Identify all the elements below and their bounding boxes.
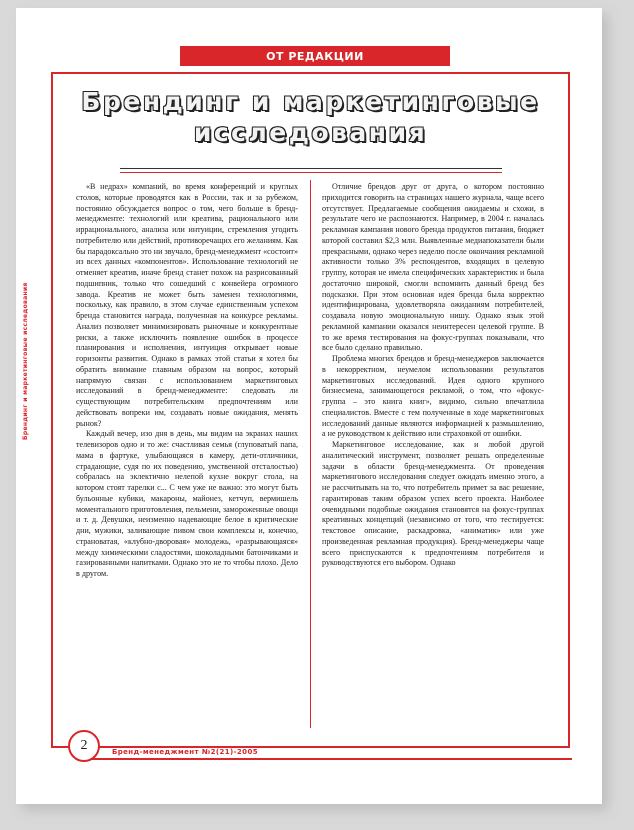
paragraph: «В недрах» компаний, во время конференций и круглых столов, которые проводятся как в России, так и за рубежом, постоянно обсуждается вопрос о том, чего больше в бренд-менеджменте: технологий или креатива, рационального или иррационального, анализа или интуиции, стремления угодить потребителю или действий, противоречащих его желаниям. Как бы парадоксально это ни звучало, бренд-менеджмент «состоит» из всех данных «компонентов». Использование технологий не отменяет креатив, иначе бренд станет похож на разрисованный подшипник, только что сошедший с конвейера огромного завода. Креатив не может быть заменен технологиями, поскольку, как правило, в этом случае единственным успехом бренда становится награда, полученная на конкурсе рекламы. Анализ позволяет минимизировать рыночные и конкурентные риски, а также исключить появление ошибок в процессе планирования и исполнения, интуиция открывает новые горизонты развития. Однако в рамках этой статьи я хотел бы обратить внимание главным образом на вопрос, который напрямую связан с использованием маркетинговых исследований в бренд-менеджменте: следовать ли существующим потребительским предпочтениям или действовать вопреки им, создавать новые ожидания, менять рынок? — [76, 182, 298, 428]
right-column — [322, 182, 544, 732]
paragraph: Маркетинговое исследование, как и любой другой аналитический инструмент, позволяет решать определенные задачи в области бренд-менеджмента. От проведения маркетингового исследования следует ожидать именно этого, а не рассчитывать на то, что потребитель примет за вас решение, гарантировав таким образом успех всего проекта. Наиболее очевидными подобные ожидания становятся на фокус-группах креативных концепций (независимо от того, что тестируется: текстовое описание, раскадровка, «аниматик» или уже произведенная рекламная продукция). Бренд-менеджеры чаще всего приспускаются к предпочтениям потребителя и руководствуются его выбором. Однако — [322, 440, 544, 568]
title-line-2: исследования — [193, 118, 428, 147]
page-number-text: 2 — [80, 738, 88, 753]
footer-rule — [92, 758, 572, 760]
title-line-1: Брендинг и маркетинговые — [81, 87, 540, 116]
column-divider — [310, 180, 311, 728]
paragraph: Проблема многих брендов и бренд-менеджеров заключается в некорректном, неумелом использовании результатов маркетинговых исследований. Идея одного крупного бизнесмена, занимающегося рекламой, о том, что «фокус-группа – это книга книг», видимо, сильно впечатлила специалистов. Вместе с тем полученные в ходе маркетинговых исследований данные являются информацией к размышлению, а не руководством к действию или страховкой от ошибки. — [322, 354, 544, 439]
article-title — [58, 86, 563, 148]
paragraph: Отличие брендов друг от друга, о котором постоянно приходится говорить на страницах нашего журнала, чаще всего отсутствует. Предлагаемые сообщения ожидаемы и схожи, в результате чего не распознаются. Например, в 2004 г. началась рекламная кампания нового бренда продуктов питания, бюджет которой составил $2,3 млн. Выявленные медиапоказатели были прекрасными, однако через неделю после окончания рекламной активности только 3% респондентов, входящих в целевую группу, которая не имела специфических характеристик и была достаточно широкой, смогли вспомнить данный бренд без подсказки. При этом основная идея бренда была корректно идентифицирована, удовлетворяла ожиданиям потребителей, создавала новую эмоциональную нишу. Однако язык этой рекламной кампании оказался неинтересен целевой группе. В то же время тестирования на фокус-группах показывали, что все было сделано правильно. — [322, 182, 544, 353]
section-label: ОТ РЕДАКЦИИ — [266, 49, 364, 63]
title-underline-accent — [120, 172, 502, 173]
paragraph: Каждый вечер, изо дня в день, мы видим на экранах наших телевизоров одно и то же: счастливая семья (глуповатый папа, мама в фартуке, улыбающаяся в камеру, дети-отличники, страдающие, судя по их поведению, умственной отсталостью) собралась на эклектично нелепой кухне вокруг стола, на котором стоят тарелки с... С чем уже не важно: это могут быть бульонные кубики, макароны, майонез, кетчуп, вермишель моментального приготовления, пельмени, замороженные овощи и т. д. Девушки, неизменно надевающие белое в критические дни, мужики, заливающие пивом свои комплексы и, конечно, страноватая, «клубно-дворовая» молодежь, «разрывающаяся» между химическими сладостями, шоколадными батончиками и газированными напитками. Однако это не то чтобы плохо. Дело в другом. — [76, 429, 298, 578]
section-header — [180, 46, 450, 66]
side-caption: Брендинг и маркетинговые исследования — [22, 282, 29, 440]
left-column — [76, 182, 298, 732]
title-block — [58, 86, 563, 148]
journal-footer: Бренд-менеджмент №2(21)-2005 — [112, 748, 258, 756]
page-number — [68, 730, 100, 762]
